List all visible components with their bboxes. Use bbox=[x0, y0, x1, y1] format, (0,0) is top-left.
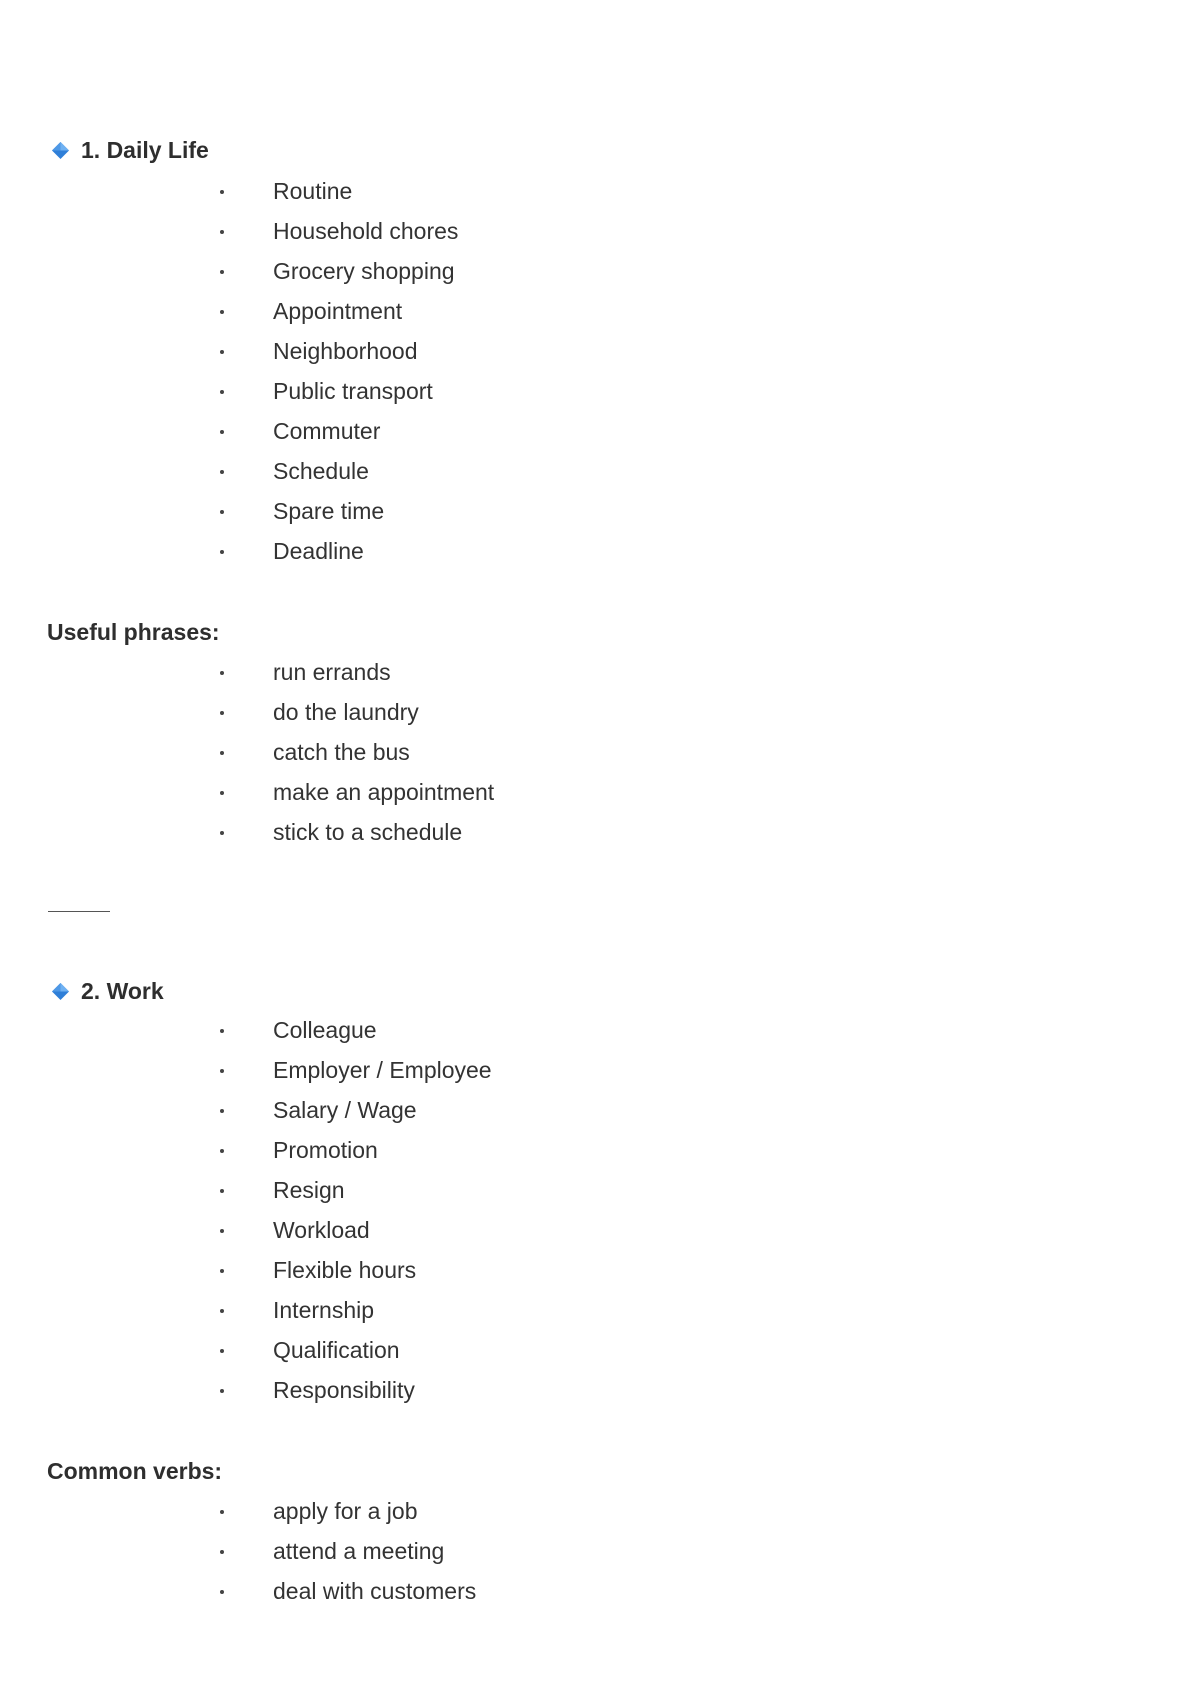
bullet-icon bbox=[220, 1590, 224, 1594]
useful-phrases-heading: Useful phrases: bbox=[47, 619, 220, 645]
bullet-icon bbox=[220, 831, 224, 835]
section-heading-text: 2. Work bbox=[81, 978, 164, 1004]
list-item: Grocery shopping bbox=[0, 256, 900, 296]
bullet-icon bbox=[220, 1149, 224, 1153]
list-item: Flexible hours bbox=[0, 1255, 900, 1295]
bullet-icon bbox=[220, 550, 224, 554]
section-heading-work bbox=[52, 976, 164, 1006]
bullet-icon bbox=[220, 1550, 224, 1554]
blue-diamond-icon bbox=[52, 142, 69, 159]
bullet-icon bbox=[220, 751, 224, 755]
daily-life-vocabulary-list bbox=[0, 176, 900, 576]
bullet-icon bbox=[220, 230, 224, 234]
blue-diamond-icon bbox=[52, 983, 69, 1000]
common-verbs-list bbox=[0, 1496, 900, 1616]
common-verbs-heading: Common verbs: bbox=[47, 1458, 223, 1484]
work-vocabulary-list bbox=[0, 1015, 900, 1415]
list-item: Responsibility bbox=[0, 1375, 900, 1415]
bullet-icon bbox=[220, 1349, 224, 1353]
list-item: Qualification bbox=[0, 1335, 900, 1375]
bullet-icon bbox=[220, 470, 224, 474]
list-item: Appointment bbox=[0, 296, 900, 336]
list-item: Neighborhood bbox=[0, 336, 900, 376]
bullet-icon bbox=[220, 1269, 224, 1273]
bullet-icon bbox=[220, 791, 224, 795]
bullet-icon bbox=[220, 1189, 224, 1193]
bullet-icon bbox=[220, 1229, 224, 1233]
useful-phrases-list bbox=[0, 657, 900, 857]
list-item: catch the bus bbox=[0, 737, 900, 777]
list-item: Household chores bbox=[0, 216, 900, 256]
bullet-icon bbox=[220, 310, 224, 314]
section-heading-daily-life bbox=[52, 135, 209, 165]
list-item: Deadline bbox=[0, 536, 900, 576]
bullet-icon bbox=[220, 1510, 224, 1514]
list-item: Resign bbox=[0, 1175, 900, 1215]
horizontal-divider bbox=[48, 911, 110, 912]
bullet-icon bbox=[220, 390, 224, 394]
bullet-icon bbox=[220, 1109, 224, 1113]
list-item: do the laundry bbox=[0, 697, 900, 737]
bullet-icon bbox=[220, 350, 224, 354]
list-item: Colleague bbox=[0, 1015, 900, 1055]
list-item: deal with customers bbox=[0, 1576, 900, 1616]
bullet-icon bbox=[220, 270, 224, 274]
list-item: Commuter bbox=[0, 416, 900, 456]
bullet-icon bbox=[220, 1029, 224, 1033]
bullet-icon bbox=[220, 1069, 224, 1073]
bullet-icon bbox=[220, 190, 224, 194]
bullet-icon bbox=[220, 711, 224, 715]
section-heading-text: 1. Daily Life bbox=[81, 137, 209, 163]
bullet-icon bbox=[220, 1309, 224, 1313]
list-item: run errands bbox=[0, 657, 900, 697]
bullet-icon bbox=[220, 1389, 224, 1393]
list-item: apply for a job bbox=[0, 1496, 900, 1536]
list-item: stick to a schedule bbox=[0, 817, 900, 857]
list-item: make an appointment bbox=[0, 777, 900, 817]
list-item: attend a meeting bbox=[0, 1536, 900, 1576]
list-item: Routine bbox=[0, 176, 900, 216]
list-item: Internship bbox=[0, 1295, 900, 1335]
list-item: Employer / Employee bbox=[0, 1055, 900, 1095]
bullet-icon bbox=[220, 510, 224, 514]
list-item: Salary / Wage bbox=[0, 1095, 900, 1135]
list-item: Public transport bbox=[0, 376, 900, 416]
list-item: Promotion bbox=[0, 1135, 900, 1175]
bullet-icon bbox=[220, 671, 224, 675]
bullet-icon bbox=[220, 430, 224, 434]
list-item: Schedule bbox=[0, 456, 900, 496]
list-item: Workload bbox=[0, 1215, 900, 1255]
list-item: Spare time bbox=[0, 496, 900, 536]
